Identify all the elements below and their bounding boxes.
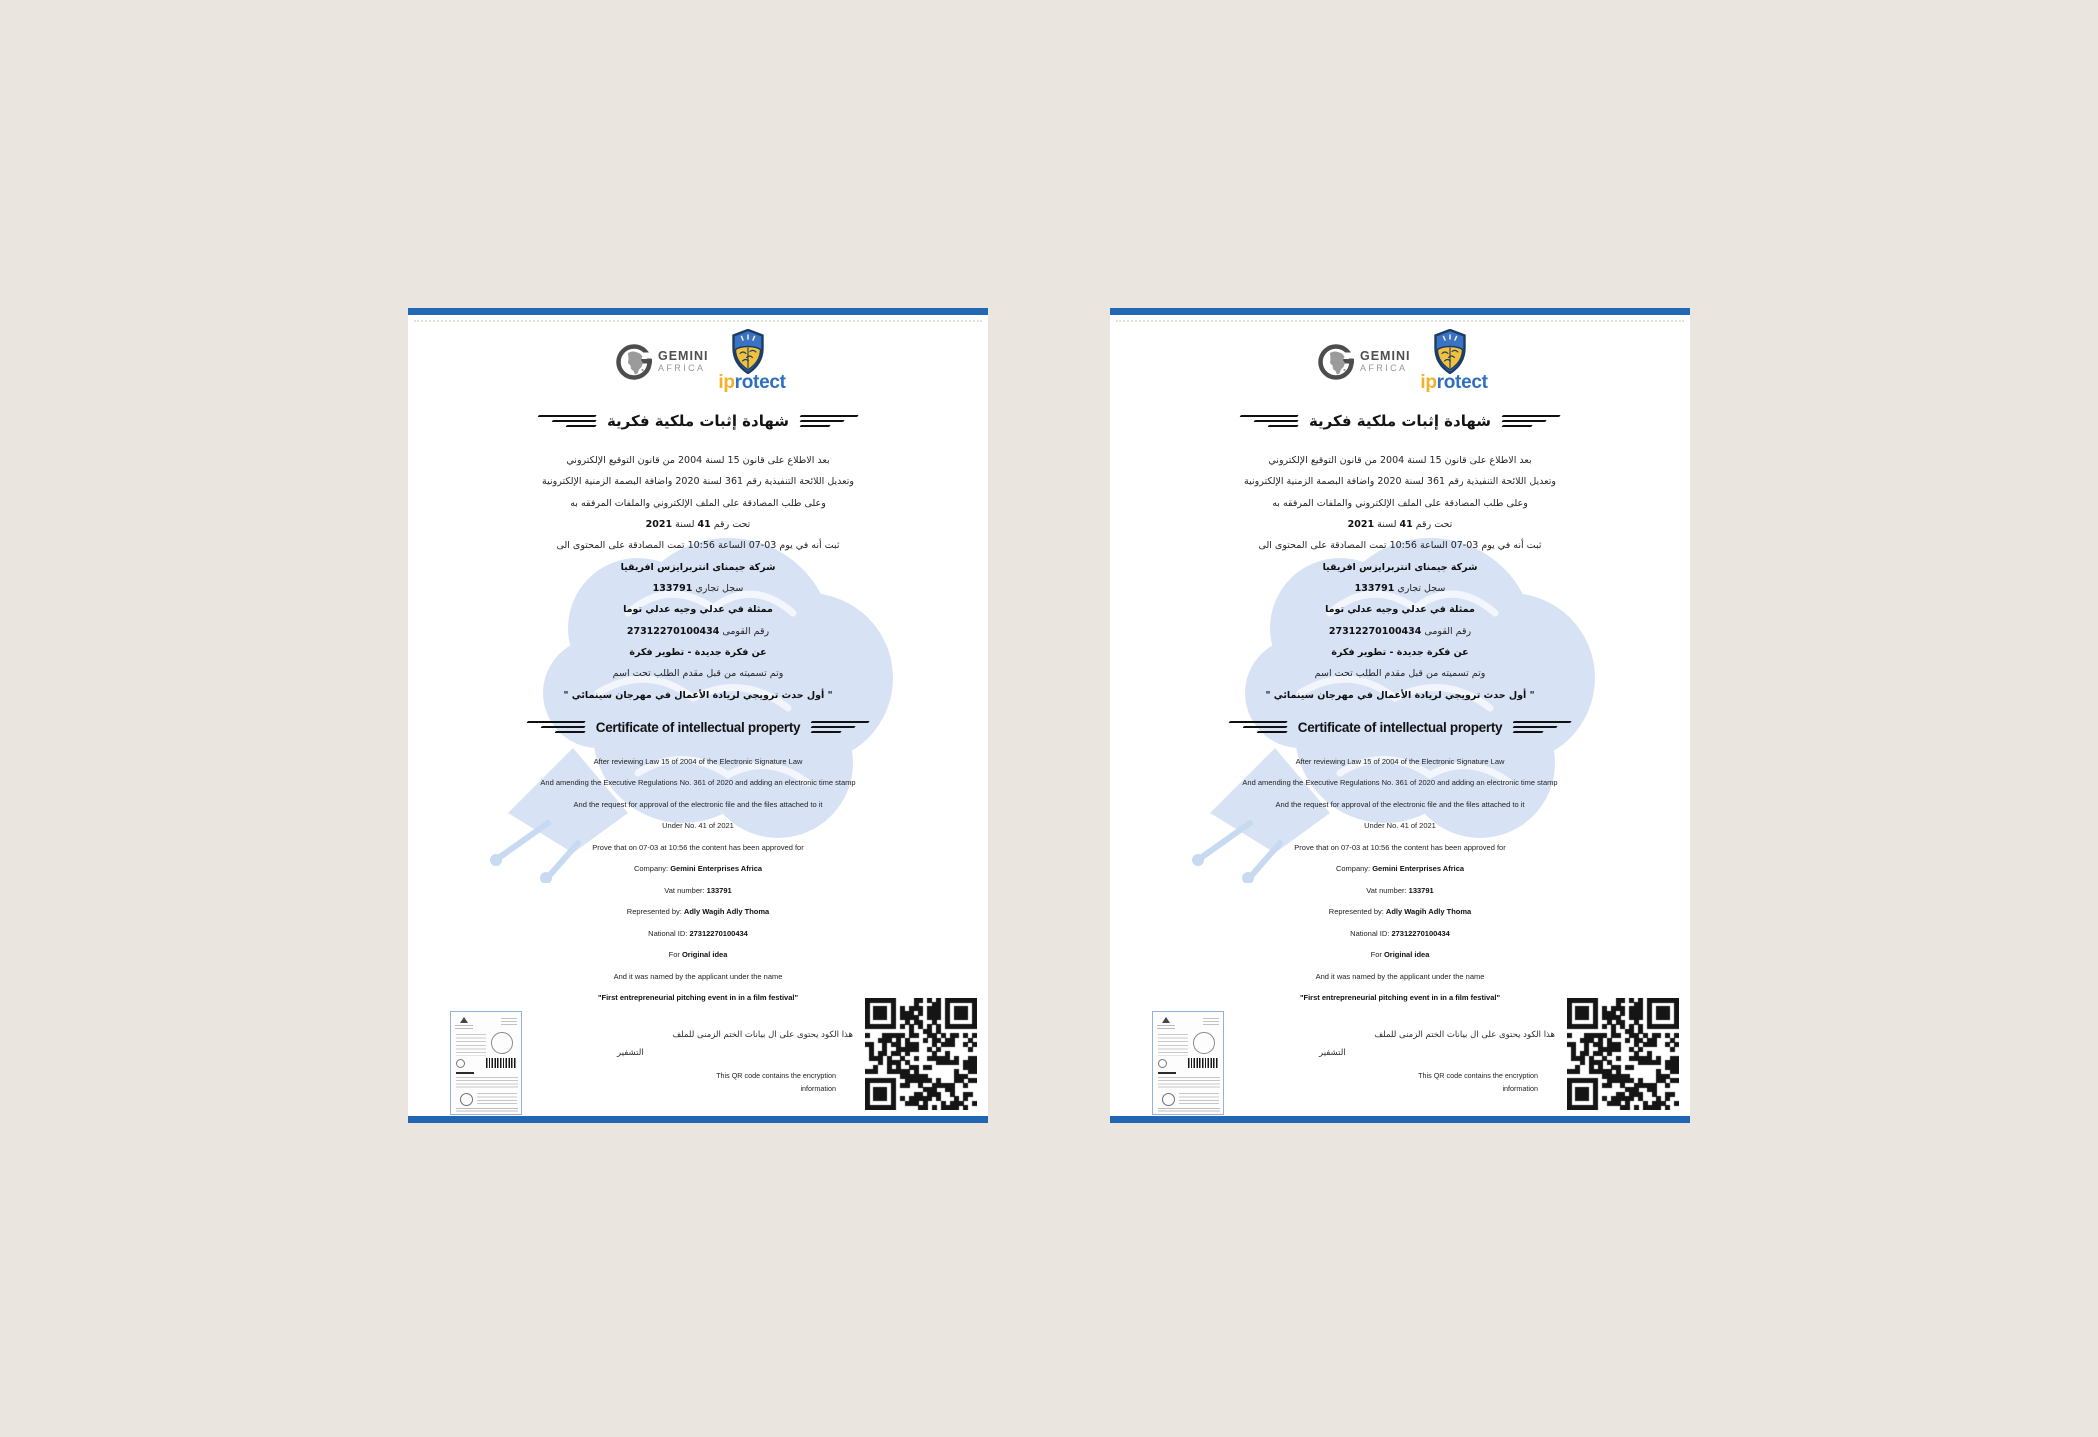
gemini-word: GEMINI [1360,349,1411,364]
footer-note-english: This QR code contains the encryption [1418,1071,1538,1080]
english-body [1120,751,1680,1008]
footer-note-english-cont: information [1502,1084,1538,1093]
body-line: "First entrepreneurial pitching event in in a film festival" [597,992,799,1002]
footer-note-arabic: هذا الكود يحتوى على ال بيانات الختم الزمنى للملف [672,1030,853,1040]
body-line: ممثلة في عدلي وجيه عدلي توما [623,604,773,616]
body-line: بعد الاطلاع على قانون 15 لسنة 2004 من قانون التوقيع الإلكتروني [1268,455,1532,466]
body-line: National ID: 27312270100434 [1350,928,1450,938]
body-line: بعد الاطلاع على قانون 15 لسنة 2004 من قانون التوقيع الإلكتروني [566,455,830,466]
body-line: Represented by: Adly Wagih Adly Thoma [1328,907,1472,917]
body-line: وعلى طلب المصادقة على الملف الإلكتروني والملفات المرفقه به [1272,497,1528,509]
speedlines-right-icon [800,415,858,427]
bottom-accent-bar [408,1116,988,1123]
gemini-logo-icon [615,343,653,381]
body-line: رقم القومى 27312270100434 [1328,625,1472,637]
body-line: وتم تسميته من قبل مقدم الطلب تحت اسم [1314,668,1486,680]
body-line: Represented by: Adly Wagih Adly Thoma [626,907,770,917]
body-line: تحت رقم 41 لسنة 2021 [1347,519,1453,531]
body-line: "First entrepreneurial pitching event in in a film festival" [1299,992,1501,1002]
speedlines-left-icon [1240,415,1298,427]
body-line: عن فكرة جديدة - تطوير فكرة [1331,647,1469,659]
body-line: For Original idea [1370,950,1430,960]
dotted-divider [414,320,982,322]
iprotect-rest: rotect [1436,372,1488,393]
thumbnail-stamp-icon [1162,1093,1175,1106]
body-line: And it was named by the applicant under the name [1315,971,1485,981]
body-line: ممثلة في عدلي وجيه عدلي توما [1325,604,1475,616]
thumbnail-barcode [486,1058,516,1068]
english-title-row [408,714,988,740]
dotted-divider [1116,320,1684,322]
body-line: Under No. 41 of 2021 [1364,821,1436,831]
speedlines-left-icon [1229,721,1287,733]
english-title-row [1110,714,1690,740]
thumbnail-barcode [1188,1058,1218,1068]
arabic-title-row [1110,408,1690,434]
body-line: After reviewing Law 15 of 2004 of the Electronic Signature Law [593,757,803,766]
body-line: ثبت أنه في يوم 03-07 الساعة 10:56 تمت المصادقة على المحتوى الى [556,540,840,552]
arabic-body [418,450,978,706]
iprotect-ip: ip [718,372,735,393]
speedlines-right-icon [811,721,869,733]
speedlines-right-icon [1513,721,1571,733]
body-line: Vat number: 133791 [664,885,732,895]
body-line: And the request for approval of the electronic file and the files attached to it [1275,799,1525,809]
body-line: " أول حدث ترويجي لريادة الأعمال في مهرجان سينمائي " [563,689,833,701]
africa-word: AFRICA [1360,363,1408,374]
speedlines-right-icon [1502,415,1560,427]
gemini-logo-text [1360,350,1410,374]
body-line: وعلى طلب المصادقة على الملف الإلكتروني والملفات المرفقه به [570,497,826,509]
body-line: شركة جيمناى انتربرايزس افريقيا [1322,561,1478,573]
gemini-logo-text [658,350,708,374]
arabic-body [1120,450,1680,706]
body-line: Vat number: 133791 [1366,885,1434,895]
arabic-title-row [408,408,988,434]
body-line: For Original idea [668,950,728,960]
body-line: وتعديل اللائحة التنفيذية رقم 361 لسنة 2020 واضافة البصمة الزمنية الإلكترونية [1244,476,1556,488]
top-accent-bar [408,308,988,315]
body-line: Prove that on 07-03 at 10:56 the content has been approved for [1294,842,1506,852]
iprotect-shield-icon [731,329,765,374]
thumbnail-seal-icon [1193,1032,1215,1054]
body-line: Company: Gemini Enterprises Africa [633,864,763,874]
body-line: ثبت أنه في يوم 03-07 الساعة 10:56 تمت المصادقة على المحتوى الى [1258,540,1542,552]
body-line: And amending the Executive Regulations No. 361 of 2020 and adding an electronic time stamp [540,778,856,788]
bottom-accent-bar [1110,1116,1690,1123]
iprotect-wordmark [694,372,810,394]
body-line: And the request for approval of the electronic file and the files attached to it [573,799,823,809]
footer-note-arabic-cont: التشفير [617,1048,644,1058]
footer-note-english-cont: information [800,1084,836,1093]
qr-code [1567,998,1679,1110]
thumbnail-logo-icon [460,1017,468,1023]
body-line: After reviewing Law 15 of 2004 of the Electronic Signature Law [1295,757,1505,766]
body-line: National ID: 27312270100434 [648,928,748,938]
document-thumbnail [450,1011,522,1115]
gemini-logo-icon [1317,343,1355,381]
arabic-title: شهادة إثبات ملكية فكرية [1308,412,1492,430]
qr-code [865,998,977,1110]
body-line: Prove that on 07-03 at 10:56 the content has been approved for [592,842,804,852]
body-line: And amending the Executive Regulations No. 361 of 2020 and adding an electronic time stamp [1242,778,1558,788]
english-body [418,751,978,1008]
speedlines-left-icon [527,721,585,733]
body-line: شركة جيمناى انتربرايزس افريقيا [620,561,776,573]
english-title: Certificate of intellectual property [595,719,801,735]
thumbnail-seal-icon [491,1032,513,1054]
africa-word: AFRICA [658,363,706,374]
body-line: عن فكرة جديدة - تطوير فكرة [629,647,767,659]
body-line: سجل تجاري 133791 [652,583,744,595]
footer-note-english: This QR code contains the encryption [716,1071,836,1080]
speedlines-left-icon [538,415,596,427]
iprotect-rest: rotect [734,372,786,393]
body-line: Company: Gemini Enterprises Africa [1335,864,1465,874]
english-title: Certificate of intellectual property [1297,719,1503,735]
body-line: Under No. 41 of 2021 [662,821,734,831]
iprotect-ip: ip [1420,372,1437,393]
gemini-word: GEMINI [658,349,709,364]
body-line: " أول حدث ترويجي لريادة الأعمال في مهرجان سينمائي " [1265,689,1535,701]
certificate-page [408,308,988,1123]
certificate-page [1110,308,1690,1123]
top-accent-bar [1110,308,1690,315]
body-line: وتعديل اللائحة التنفيذية رقم 361 لسنة 2020 واضافة البصمة الزمنية الإلكترونية [542,476,854,488]
iprotect-shield-icon [1433,329,1467,374]
footer-note-arabic: هذا الكود يحتوى على ال بيانات الختم الزمنى للملف [1374,1030,1555,1040]
body-line: سجل تجاري 133791 [1354,583,1446,595]
arabic-title: شهادة إثبات ملكية فكرية [606,412,790,430]
body-line: And it was named by the applicant under the name [613,971,783,981]
thumbnail-logo-icon [1162,1017,1170,1023]
iprotect-wordmark [1396,372,1512,394]
document-thumbnail [1152,1011,1224,1115]
body-line: تحت رقم 41 لسنة 2021 [645,519,751,531]
footer-note-arabic-cont: التشفير [1319,1048,1346,1058]
thumbnail-stamp-icon [460,1093,473,1106]
body-line: رقم القومى 27312270100434 [626,625,770,637]
body-line: وتم تسميته من قبل مقدم الطلب تحت اسم [612,668,784,680]
